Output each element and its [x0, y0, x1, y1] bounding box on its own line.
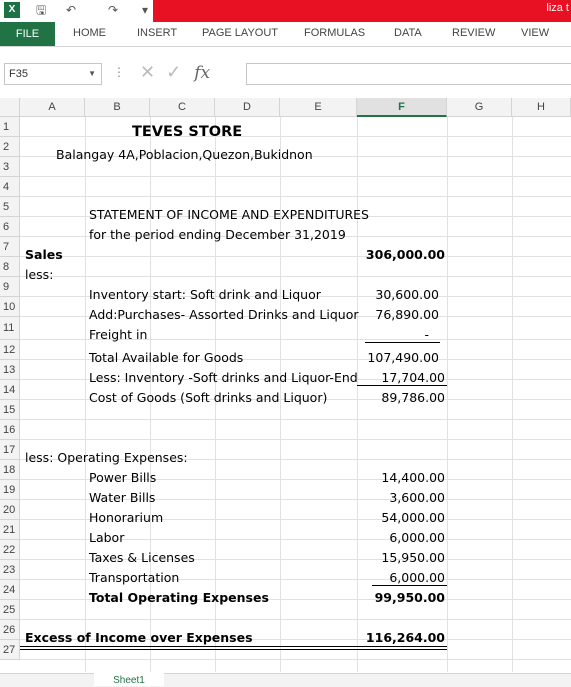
total-available-label[interactable]: Total Available for Goods	[89, 350, 244, 365]
excess-value[interactable]: 116,264.00	[365, 630, 445, 645]
formula-input[interactable]	[246, 63, 571, 85]
column-header-b[interactable]: B	[85, 98, 150, 117]
enter-icon[interactable]: ✓	[166, 62, 182, 82]
row-header[interactable]: 3	[0, 157, 20, 177]
gridline	[20, 619, 571, 620]
row-header[interactable]: 17	[0, 440, 20, 460]
row-header[interactable]: 14	[0, 380, 20, 400]
tab-file[interactable]: FILE	[0, 22, 55, 46]
gridline	[447, 117, 448, 672]
expense-label[interactable]: Water Bills	[89, 490, 156, 505]
column-header-e[interactable]: E	[280, 98, 357, 117]
expense-label[interactable]: Power Bills	[89, 470, 157, 485]
row-header[interactable]: 9	[0, 277, 20, 297]
gridline	[20, 176, 571, 177]
tab-insert[interactable]: INSERT	[137, 27, 178, 39]
expense-value[interactable]: 54,000.00	[381, 510, 445, 525]
row-header[interactable]: 21	[0, 520, 20, 540]
expense-label[interactable]: Labor	[89, 530, 125, 545]
row-header[interactable]: 15	[0, 400, 20, 420]
store-title[interactable]: TEVES STORE	[132, 124, 243, 140]
cancel-icon[interactable]: ✕	[140, 62, 156, 82]
expense-value[interactable]: 6,000.00	[389, 530, 445, 545]
tab-formulas[interactable]: FORMULAS	[304, 27, 366, 39]
row-header[interactable]: 24	[0, 580, 20, 600]
statement-title[interactable]: STATEMENT OF INCOME AND EXPENDITURES	[89, 207, 369, 222]
column-header-h[interactable]: H	[512, 98, 571, 117]
expense-label[interactable]: Honorarium	[89, 510, 164, 525]
operating-expenses-label[interactable]: less: Operating Expenses:	[25, 450, 188, 465]
gridline	[85, 117, 86, 672]
expense-label[interactable]: Transportation	[89, 570, 180, 585]
gridline	[20, 276, 571, 277]
row-header[interactable]: 12	[0, 340, 20, 360]
purchases-value[interactable]: 76,890.00	[375, 307, 439, 322]
sales-label[interactable]: Sales	[25, 247, 63, 262]
row-header[interactable]: 6	[0, 217, 20, 237]
less-inventory-end-value[interactable]: 17,704.00	[381, 370, 445, 385]
insert-function-icon[interactable]: fx	[194, 63, 211, 83]
statement-period[interactable]: for the period ending December 31,2019	[89, 227, 346, 242]
row-header[interactable]: 18	[0, 460, 20, 480]
row-header[interactable]: 7	[0, 237, 20, 257]
save-icon[interactable]: 🖫	[36, 3, 47, 17]
excess-label[interactable]: Excess of Income over Expenses	[25, 630, 253, 645]
total-operating-expenses-label[interactable]: Total Operating Expenses	[89, 590, 269, 605]
row-header[interactable]: 20	[0, 500, 20, 520]
freight-value[interactable]: -	[424, 327, 429, 342]
less-label[interactable]: less:	[25, 267, 54, 282]
tab-page-layout[interactable]: PAGE LAYOUT	[202, 27, 279, 39]
gridline	[20, 659, 571, 660]
redo-icon[interactable]: ↷	[108, 3, 119, 17]
column-header-f[interactable]: F	[357, 98, 447, 117]
cogs-label[interactable]: Cost of Goods (Soft drinks and Liquor)	[89, 390, 328, 405]
store-address[interactable]: Balangay 4A,Poblacion,Quezon,Bukidnon	[56, 147, 313, 162]
column-header-a[interactable]: A	[20, 98, 85, 117]
excel-icon[interactable]: X	[4, 2, 20, 18]
gridline	[20, 196, 571, 197]
row-header[interactable]: 26	[0, 620, 20, 640]
expense-value[interactable]: 15,950.00	[381, 550, 445, 565]
gridline	[20, 419, 571, 420]
gridline	[20, 136, 571, 137]
select-all-corner[interactable]	[0, 98, 20, 117]
customize-quick-access-icon[interactable]: ▾	[142, 3, 149, 17]
row-header[interactable]: 23	[0, 560, 20, 580]
expense-value[interactable]: 14,400.00	[381, 470, 445, 485]
chevron-down-icon[interactable]: ▼	[88, 69, 96, 78]
row-header[interactable]: 16	[0, 420, 20, 440]
undo-icon[interactable]: ↶	[66, 3, 77, 17]
name-box-value: F35	[9, 68, 28, 80]
gridline	[20, 439, 571, 440]
total-operating-expenses-value[interactable]: 99,950.00	[374, 590, 445, 605]
column-header-g[interactable]: G	[447, 98, 512, 117]
expense-label[interactable]: Taxes & Licenses	[89, 550, 195, 565]
row-header[interactable]: 8	[0, 257, 20, 277]
row-header[interactable]: 11	[0, 317, 20, 340]
total-available-value[interactable]: 107,490.00	[367, 350, 439, 365]
double-underline	[20, 649, 447, 650]
expense-value[interactable]: 3,600.00	[389, 490, 445, 505]
less-inventory-end-label[interactable]: Less: Inventory -Soft drinks and Liquor-End	[89, 370, 358, 385]
tab-home[interactable]: HOME	[73, 27, 106, 39]
user-name[interactable]: liza t	[546, 2, 569, 14]
sheet-tabs-bar	[0, 673, 571, 687]
row-header[interactable]: 4	[0, 177, 20, 197]
tab-review[interactable]: REVIEW	[452, 27, 496, 39]
row-header[interactable]: 22	[0, 540, 20, 560]
row-header[interactable]: 5	[0, 197, 20, 217]
title-area	[153, 0, 571, 22]
freight-label[interactable]: Freight in	[89, 327, 148, 342]
name-box[interactable]	[4, 63, 102, 85]
inventory-start-label[interactable]: Inventory start: Soft drink and Liquor	[89, 287, 321, 302]
expense-value[interactable]: 6,000.00	[389, 570, 445, 585]
row-header[interactable]: 25	[0, 600, 20, 620]
formula-buttons	[113, 62, 210, 83]
row-header[interactable]: 19	[0, 480, 20, 500]
underline	[357, 385, 447, 386]
row-header[interactable]: 2	[0, 137, 20, 157]
column-header-d[interactable]: D	[215, 98, 280, 117]
title-bar	[0, 0, 571, 22]
purchases-label[interactable]: Add:Purchases- Assorted Drinks and Liquor	[89, 307, 359, 322]
formula-bar	[0, 58, 571, 92]
sheet-tab[interactable]: Sheet1	[94, 673, 164, 686]
row-header[interactable]: 1	[0, 117, 20, 137]
underline	[372, 585, 447, 586]
cogs-value[interactable]: 89,786.00	[381, 390, 445, 405]
row-header[interactable]: 10	[0, 297, 20, 317]
double-underline	[20, 646, 447, 647]
sales-value[interactable]: 306,000.00	[365, 247, 445, 262]
tab-view[interactable]: VIEW	[521, 27, 550, 39]
gridline	[20, 256, 571, 257]
tab-data[interactable]: DATA	[394, 27, 422, 39]
gridline	[512, 117, 513, 672]
inventory-start-value[interactable]: 30,600.00	[375, 287, 439, 302]
column-header-c[interactable]: C	[150, 98, 215, 117]
underline	[365, 342, 440, 343]
more-icon: ⋮	[113, 65, 125, 79]
row-header[interactable]: 13	[0, 360, 20, 380]
row-header[interactable]: 27	[0, 640, 20, 660]
ribbon-tabs	[0, 22, 571, 47]
